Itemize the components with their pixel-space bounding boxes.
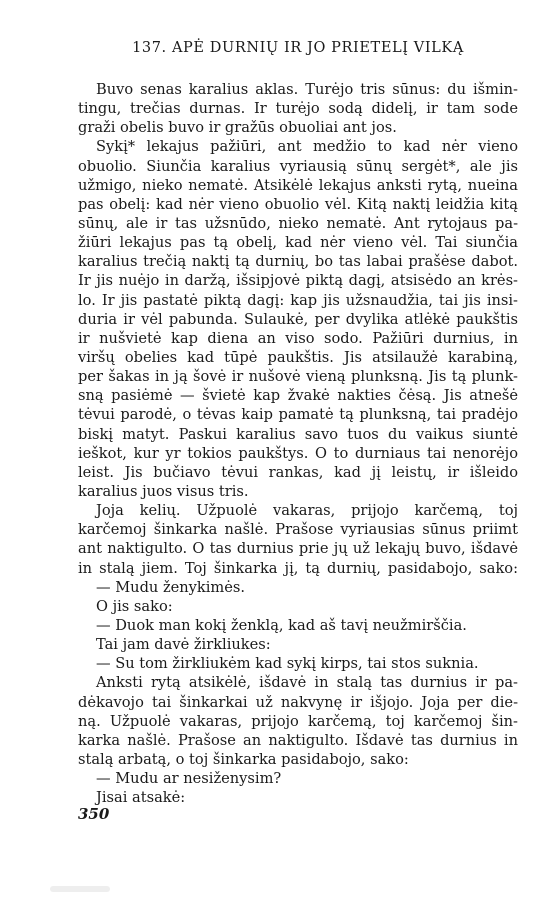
story-text xyxy=(78,80,518,807)
text-line: sūnų, ale ir tas užsnūdo, nieko nematė. Ant rytojaus pa- xyxy=(78,214,518,232)
text-line: obuolio. Siunčia karalius vyriausią sūnų sergėt*, ale jis xyxy=(78,157,518,175)
text-line: Jisai atsakė: xyxy=(96,789,186,807)
text-line: užmigo, nieko nematė. Atsikėlė lekajus anksti rytą, nueina xyxy=(78,176,518,194)
page-number: 350 xyxy=(78,805,110,823)
text-line: karalius trečią naktį tą durnių, bo tas labai prašėse dabot. xyxy=(78,253,518,271)
text-line: — Mudu ar nesiženysim? xyxy=(96,770,282,788)
text-line: Ir jis nuėjo in daržą, išsipjovė piktą dagį, atsisėdo an krės- xyxy=(78,272,518,290)
text-line: Tai jam davė žirkliukes: xyxy=(96,636,271,654)
text-line: Sykį* lekajus pažiūri, ant medžio to kad nėr vieno xyxy=(96,138,518,156)
text-line: duria ir vėl pabunda. Sulaukė, per dvylika atlėkė paukštis xyxy=(78,310,518,328)
text-line: Joja kelių. Užpuolė vakaras, prijojo karčemą, toj xyxy=(96,502,518,520)
text-line: dėkavojo tai šinkarkai už nakvynę ir išjojo. Joja per die- xyxy=(78,693,518,711)
text-line: Buvo senas karalius aklas. Turėjo tris sūnus: du išmin- xyxy=(96,81,518,98)
text-line: karalius juos visus tris. xyxy=(78,482,249,500)
text-line: sną pasiėmė — švietė kap žvakė nakties čėsą. Jis atnešė xyxy=(78,387,518,405)
text-line: — Duok man kokį ženklą, kad aš tavį neužmirščia. xyxy=(96,616,467,634)
text-line: tėvui parodė, o tėvas kaip pamatė tą plunksną, tai pradėjo xyxy=(78,406,518,424)
text-line: viršų obelies kad tūpė paukštis. Jis atsilaužė karabiną, xyxy=(78,348,518,366)
text-line: ir nušvietė kap diena an viso sodo. Pažiūri durnius, in xyxy=(78,329,518,347)
text-line: karka našlė. Prašose an naktigulto. Išdavė tas durnius in xyxy=(78,731,518,749)
text-line: biskį matyt. Paskui karalius savo tuos du vaikus siuntė xyxy=(78,425,518,443)
text-line: karčemoj šinkarka našlė. Prašose vyriausias sūnus priimt xyxy=(78,521,518,539)
text-line: in stalą jiem. Toj šinkarka jį, tą durnių, pasidabojo, sako: xyxy=(78,559,518,577)
text-line: lo. Ir jis pastatė piktą dagį: kap jis užsnaudžia, tai jis insi- xyxy=(78,291,518,309)
text-line: stalą arbatą, o toj šinkarka pasidabojo, sako: xyxy=(78,750,409,768)
text-line: Anksti rytą atsikėlė, išdavė in stalą tas durnius ir pa- xyxy=(96,674,518,692)
text-line: — Mudu ženykimės. xyxy=(96,578,246,596)
text-line: ną. Užpuolė vakaras, prijojo karčemą, toj karčemoj šin- xyxy=(78,712,518,730)
text-line: ant naktigulto. O tas durnius prie jų už lekajų buvo, išdavė xyxy=(78,540,518,558)
text-line: per šakas in ją šovė ir nušovė vieną plunksną. Jis tą plunk- xyxy=(78,368,518,386)
text-line: graži obelis buvo ir gražūs obuoliai ant jos. xyxy=(78,119,397,137)
text-line: — Su tom žirkliukėm kad sykį kirps, tai stos suknia. xyxy=(96,655,479,673)
text-line: pas obelį: kad nėr vieno obuolio vėl. Kitą naktį leidžia kitą xyxy=(78,195,518,213)
chapter-title: 137. APĖ DURNIŲ IR JO PRIETELĮ VILKĄ xyxy=(132,40,464,56)
text-line: leist. Jis bučiavo tėvui rankas, kad jį leistų, ir išleido xyxy=(78,463,518,481)
text-line: tingu, trečias durnas. Ir turėjo sodą didelį, ir tam sode xyxy=(78,100,518,118)
scan-smudge xyxy=(50,886,110,892)
text-line: O jis sako: xyxy=(96,597,173,615)
text-line: žiūri lekajus pas tą obelį, kad nėr vieno vėl. Tai siunčia xyxy=(78,234,518,252)
text-line: ieškot, kur yr tokios paukštys. O to durniaus tai nenorėjo xyxy=(78,444,518,462)
